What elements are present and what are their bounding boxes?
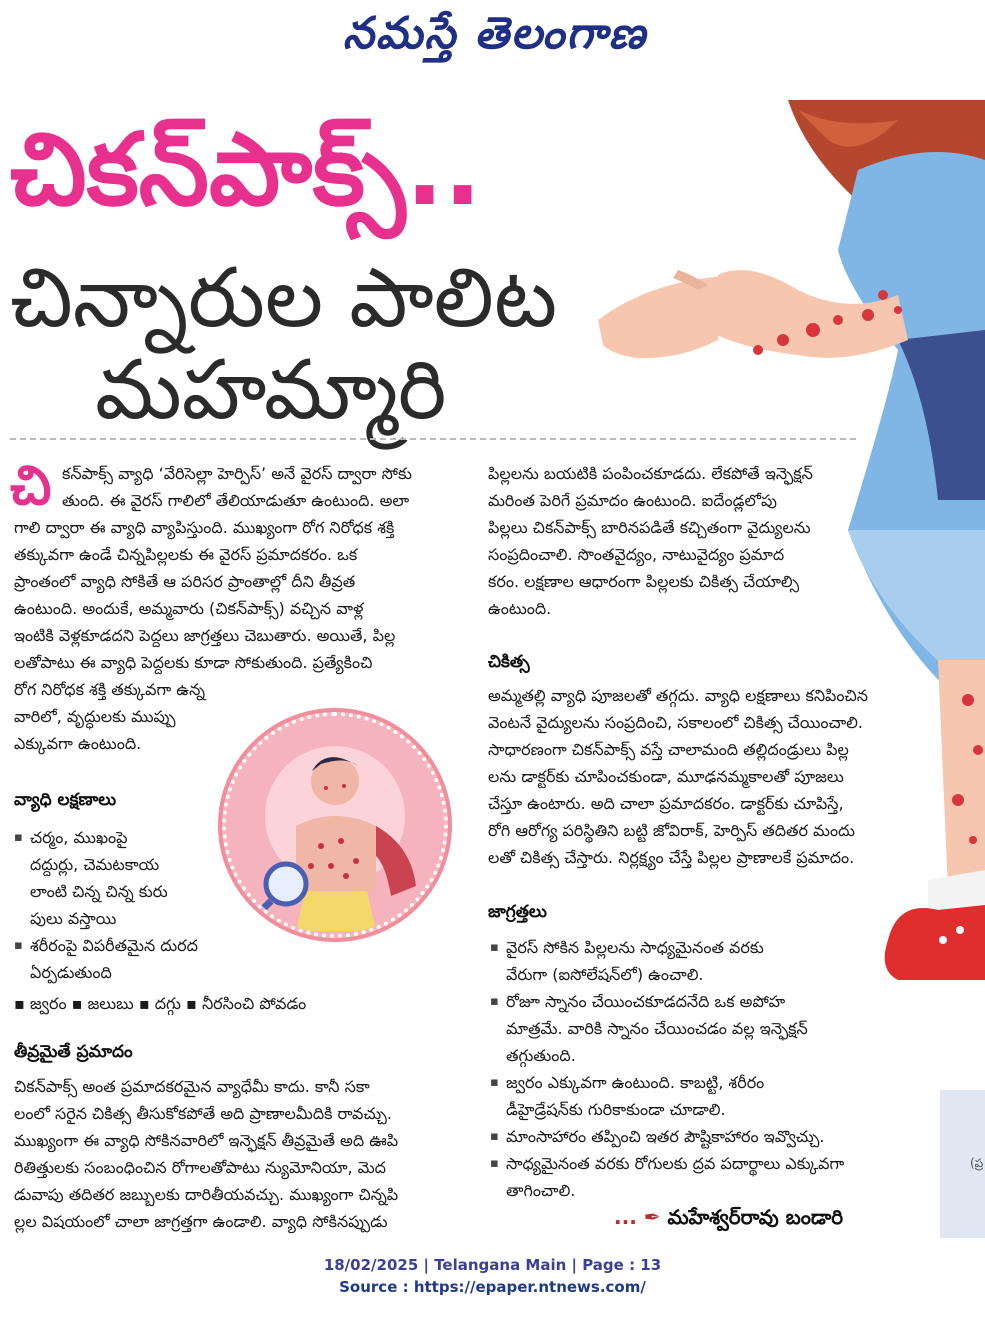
intro-line: ఎక్కువగా ఉంటుంది.: [14, 734, 142, 753]
list-line: ▪ చర్మం, ముఖంపై: [30, 828, 128, 847]
intro-line: తుంది. ఈ వైరస్‌ గాలిలో తేలియాడుతూ ఉంటుంది. అలా: [62, 491, 410, 510]
body-line: లను డాక్టర్‌కు చూపించకుండా, మూఢనమ్మకాలతో పూజలు: [488, 767, 844, 786]
body-line: చికన్‌పాక్స్‌ అంత ప్రమాదకరమైన వ్యాధేమీ కాదు. కానీ సకా: [14, 1077, 370, 1096]
severe-body: [14, 1073, 484, 1235]
body-line: లంలో సరైన చికిత్స తీసుకోకపోతే అది ప్రాణాలమీదికి రావచ్చు.: [14, 1104, 393, 1123]
list-line: ▪ వైరస్‌ సోకిన పిల్లలను సాధ్యమైనంత వరకు: [506, 938, 764, 957]
subheadline-line2: మహమ్మారి: [95, 343, 447, 438]
intro-top: [62, 460, 482, 514]
col2-top: [488, 460, 938, 622]
symptom-fatigue: నీరసించి పోవడం: [201, 994, 307, 1013]
list-line: డీహైడ్రేషన్‌కు గురికాకుండా చూడాలి.: [506, 1100, 726, 1119]
intro-line: ఇంటికి వెళ్లకూడదని పెద్దలు జాగ్రత్తలు చెబుతారు. అయితే, పిల్ల: [14, 626, 396, 645]
list-item: [14, 824, 234, 932]
list-line: లాంటి చిన్న చిన్న కురు: [30, 882, 168, 901]
treatment-heading: చికిత్స: [488, 652, 530, 672]
list-line: వేరుగా (ఐసోలేషన్‌లో) ఉంచాలి.: [506, 965, 704, 984]
list-item: [490, 934, 930, 988]
list-line: ▪ శరీరంపై విపరీతమైన దురద: [30, 936, 198, 955]
symptoms-inline: [14, 990, 306, 1017]
list-line: ▪ సాధ్యమైనంత వరకు రోగులకు ద్రవ పదార్థాలు ఎక్కువగా: [506, 1154, 845, 1173]
author-byline: [614, 1205, 843, 1234]
intro-line: ఉంటుంది. అందుకే, అమ్మవారు (చికన్‌పాక్స్‌) వచ్చిన వాళ్ల: [14, 599, 364, 618]
intro-line: తక్కువగా ఉండే చిన్నపిల్లలకు ఈ వైరస్‌ ప్రమాదకరం. ఒక: [14, 545, 358, 564]
intro-line: గాలి ద్వారా ఈ వ్యాధి వ్యాపిస్తుంది. ముఖ్యంగా రోగ నిరోధక శక్తి: [14, 518, 395, 537]
body-line: ఉంటుంది.: [488, 599, 552, 618]
body-line: సాధారణంగా చికన్‌పాక్స్‌ వస్తే చాలామంది తల్లిదండ్రులు పిల్ల: [488, 740, 849, 759]
intro-line: ప్రాంతంలో వ్యాధి సోకితే ఆ పరిసర ప్రాంతాల్లో దీని తీవ్రత: [14, 572, 356, 591]
list-line: తాగించాలి.: [506, 1181, 576, 1200]
masthead-logo: నమస్తే తెలంగాణ: [342, 8, 648, 59]
bullet-icon: ▪: [138, 994, 155, 1013]
body-line: ల్లల విషయంలో చాలా జాగ్రత్తగా ఉండాలి. వ్యాధి సోకినప్పుడు: [14, 1212, 388, 1231]
list-line: ▪ రోజూ స్నానం చేయించకూడదనేది ఒక అపోహ: [506, 992, 786, 1011]
body-line: మరింత పెరిగే ప్రమాదం ఉంటుంది. ఐదేండ్లలోపు: [488, 491, 777, 510]
footer-date-edition: 18/02/2025 | Telangana Main | Page : 13: [323, 1256, 662, 1274]
symptom-fever: జ్వరం: [29, 994, 67, 1013]
body-line: లతో చికిత్స చేస్తారు. నిర్లక్ష్యం చేస్తే పిల్లల ప్రాణాలకే ప్రమాదం.: [488, 848, 855, 867]
list-line: మాత్రమే. వారికి స్నానం చేయించడం వల్ల ఇన్ఫెక్షన్‌: [506, 1019, 808, 1038]
list-item: [490, 1069, 930, 1123]
body-line: వెంటనే వైద్యులను సంప్రదించి, సకాలంలో చికిత్స చేయించాలి.: [488, 713, 863, 732]
list-line: దద్దుర్లు, చెమటకాయ: [30, 855, 160, 874]
intro-line: వారిలో, వృద్ధులకు ముప్పు: [14, 707, 176, 726]
footer-source: Source : https://epaper.ntnews.com/: [339, 1278, 646, 1296]
drop-cap: చి: [10, 454, 52, 517]
body-line: ముఖ్యంగా ఈ వ్యాధి సోకినవారిలో ఇన్ఫెక్షన్‌ తీవ్రమైతే అది ఊపి: [14, 1131, 399, 1150]
byline-dots: ...: [614, 1205, 637, 1229]
bullet-icon: ▪: [14, 994, 30, 1013]
body-line: పిల్లలను బయటికి పంపించకూడదు. లేకపోతే ఇన్ఫెక్షన్‌: [488, 464, 813, 483]
sick-boy-illustration: [222, 712, 448, 938]
list-line: ▪ జ్వరం ఎక్కువగా ఉంటుంది. కాబట్టి, శరీరం: [506, 1073, 765, 1092]
body-line: సంప్రదించాలి. సొంతవైద్యం, నాటువైద్యం ప్రమాద: [488, 545, 785, 564]
adjacent-article-fragment: [940, 1090, 985, 1238]
list-line: ▪ మాంసాహారం తప్పించి ఇతర పౌష్టికాహారం ఇవ్వొచ్చు.: [506, 1127, 825, 1146]
intro-line: లతోపాటు ఈ వ్యాధి పెద్దలకు కూడా సోకుతుంది. ప్రత్యేకించి: [14, 653, 373, 672]
treatment-body: [488, 682, 938, 871]
symptom-cold: జలుబు: [87, 994, 134, 1013]
body-line: అమ్మతల్లి వ్యాధి పూజలతో తగ్గదు. వ్యాధి లక్షణాలు కనిపించిన: [488, 686, 869, 705]
body-line: చేస్తూ ఉంటారు. అది చాలా ప్రమాదకరం. డాక్టర్‌కు చూపిస్తే,: [488, 794, 844, 813]
fragment-text: (ప్ర: [970, 1156, 984, 1170]
list-line: తగ్గుతుంది.: [506, 1046, 576, 1065]
divider: [10, 438, 856, 440]
body-line: డువాపు తదితర జబ్బులకు దారితీయవచ్చు. ముఖ్యంగా చిన్నపి: [14, 1185, 399, 1204]
list-item: [490, 1123, 930, 1150]
sick-boy-icon: [226, 716, 444, 934]
list-line: పులు వస్తాయి: [30, 909, 117, 928]
precautions-heading: జాగ్రత్తలు: [488, 902, 547, 922]
list-item: [14, 932, 234, 986]
author-name: మహేశ్వర్‌రావు బండారి: [667, 1205, 844, 1229]
intro-line: కన్‌పాక్స్‌ వ్యాధి ‘వేరిసెల్లా హెర్పిస్‌’ అనే వైరస్‌ ద్వారా సోకు: [62, 464, 412, 483]
intro-body: [14, 514, 484, 757]
precautions-list: [490, 934, 930, 1204]
body-line: రోగి ఆరోగ్య పరిస్థితిని బట్టి జోవిరాక్‌, హెర్పిస్‌ తదితర మందు: [488, 821, 855, 840]
body-line: రితిత్తులకు సంబంధించిన రోగాలతోపాటు న్యుమోనియా, మెద: [14, 1158, 386, 1177]
body-line: పిల్లలు చికన్‌పాక్స్‌ బారినపడితే కచ్చితంగా వైద్యులను: [488, 518, 811, 537]
severe-heading: తీవ్రమైతే ప్రమాదం: [14, 1042, 133, 1062]
subheadline-line1: చిన్నారుల పాలిట: [10, 251, 558, 346]
pen-icon: ✒: [643, 1205, 661, 1229]
body-line: కరం. లక్షణాల ఆధారంగా పిల్లలకు చికిత్స చేయాల్సి: [488, 572, 800, 591]
symptom-cough: దగ్గు: [154, 994, 181, 1013]
headline: చికన్‌పాక్స్‌..: [10, 111, 482, 228]
intro-line: రోగ నిరోధక శక్తి తక్కువగా ఉన్న: [14, 680, 206, 699]
bullet-icon: ▪: [186, 994, 202, 1013]
list-item: [490, 1150, 930, 1204]
list-item: [490, 988, 930, 1069]
list-line: ఏర్పడుతుంది: [30, 963, 112, 982]
symptoms-list: [14, 824, 234, 986]
bullet-icon: ▪: [71, 994, 88, 1013]
symptoms-heading: వ్యాధి లక్షణాలు: [14, 790, 117, 810]
